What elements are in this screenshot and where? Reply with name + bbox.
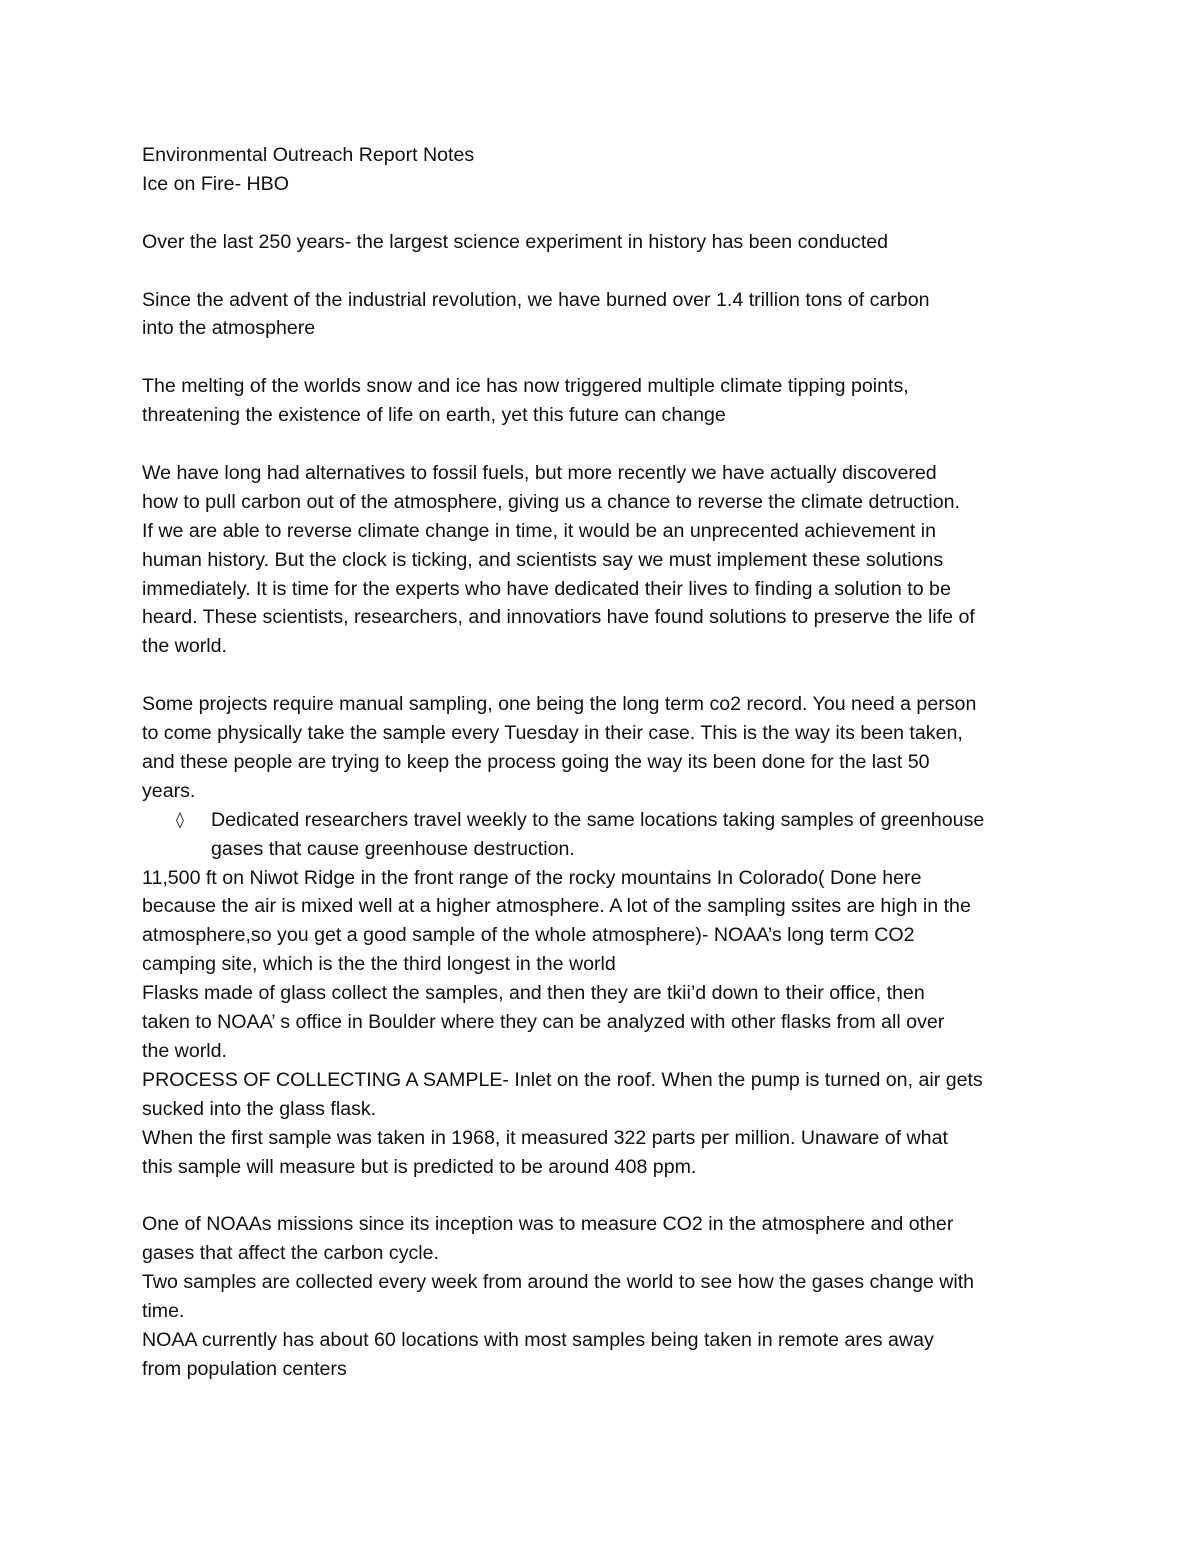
bullet-list-item bbox=[142, 806, 1067, 864]
paragraph-line: The melting of the worlds snow and ice has now triggered multiple climate tipping points, bbox=[142, 375, 909, 398]
paragraph-alternatives bbox=[142, 459, 1067, 661]
paragraph-line: threatening the existence of life on earth, yet this future can change bbox=[142, 404, 726, 427]
paragraph-manual-sampling bbox=[142, 690, 1067, 806]
document-body bbox=[142, 141, 1067, 1384]
bullet-line: Dedicated researchers travel weekly to the same locations taking samples of greenhouse bbox=[211, 808, 985, 831]
paragraph-line: how to pull carbon out of the atmosphere, giving us a chance to reverse the climate detruction. bbox=[142, 490, 960, 513]
paragraph-line: years. bbox=[142, 779, 196, 802]
paragraph-line: Flasks made of glass collect the samples, and then they are tkii’d down to their office, then bbox=[142, 982, 925, 1005]
paragraph-line: Two samples are collected every week from around the world to see how the gases change with bbox=[142, 1271, 975, 1294]
paragraph-line: gases that affect the carbon cycle. bbox=[142, 1242, 439, 1265]
paragraph-line: sucked into the glass flask. bbox=[142, 1097, 377, 1120]
diamond-bullet-icon: ◊ bbox=[176, 809, 184, 829]
paragraph-line: PROCESS OF COLLECTING A SAMPLE- Inlet on the roof. When the pump is turned on, air gets bbox=[142, 1068, 983, 1091]
paragraph-line: Over the last 250 years- the largest science experiment in history has been conducted bbox=[142, 230, 889, 253]
paragraph-line: and these people are trying to keep the process going the way its been done for the last 50 bbox=[142, 750, 930, 773]
paragraph-experiment bbox=[142, 228, 1067, 257]
paragraph-line: from population centers bbox=[142, 1357, 347, 1380]
paragraph-line: NOAA currently has about 60 locations with most samples being taken in remote ares away bbox=[142, 1329, 934, 1352]
paragraph-line: We have long had alternatives to fossil fuels, but more recently we have actually discovered bbox=[142, 461, 937, 484]
paragraph-line: time. bbox=[142, 1300, 185, 1323]
paragraph-industrial-revolution bbox=[142, 286, 1067, 344]
paragraph-line: because the air is mixed well at a higher atmosphere. A lot of the sampling ssites are high in the bbox=[142, 895, 971, 918]
paragraph-line: the world. bbox=[142, 635, 227, 658]
paragraph-line: heard. These scientists, researchers, and innovatiors have found solutions to preserve the life of bbox=[142, 606, 975, 629]
paragraph-noaa-missions bbox=[142, 1210, 1067, 1383]
paragraph-line: Since the advent of the industrial revolution, we have burned over 1.4 trillion tons of carbon bbox=[142, 288, 930, 311]
paragraph-line: If we are able to reverse climate change in time, it would be an unprecented achievement in bbox=[142, 519, 936, 542]
paragraph-line: When the first sample was taken in 1968, it measured 322 parts per million. Unaware of what bbox=[142, 1126, 948, 1149]
paragraph-line: this sample will measure but is predicted to be around 408 ppm. bbox=[142, 1155, 697, 1178]
paragraph-line: to come physically take the sample every Tuesday in their case. This is the way its been taken, bbox=[142, 722, 963, 745]
paragraph-line: One of NOAAs missions since its inception was to measure CO2 in the atmosphere and other bbox=[142, 1213, 954, 1236]
document-header bbox=[142, 141, 1067, 199]
paragraph-line: the world. bbox=[142, 1040, 227, 1063]
paragraph-line: taken to NOAA’ s office in Boulder where they can be analyzed with other flasks from all over bbox=[142, 1011, 945, 1034]
paragraph-line: into the atmosphere bbox=[142, 317, 316, 340]
document-title: Environmental Outreach Report Notes bbox=[142, 144, 475, 166]
document-subtitle: Ice on Fire- HBO bbox=[142, 172, 289, 195]
paragraph-line: atmosphere,so you get a good sample of the whole atmosphere)- NOAA’s long term CO2 bbox=[142, 924, 915, 947]
blank-line bbox=[142, 199, 1067, 228]
bullet-line: gases that cause greenhouse destruction. bbox=[211, 837, 575, 860]
paragraph-tipping-points bbox=[142, 372, 1067, 430]
paragraph-line: immediately. It is time for the experts who have dedicated their lives to finding a solution to be bbox=[142, 577, 951, 600]
paragraph-line: camping site, which is the the third longest in the world bbox=[142, 953, 616, 976]
paragraph-line: 11,500 ft on Niwot Ridge in the front range of the rocky mountains In Colorado( Done here bbox=[142, 866, 922, 889]
paragraph-niwot-ridge bbox=[142, 864, 1067, 1182]
paragraph-line: human history. But the clock is ticking, and scientists say we must implement these solutions bbox=[142, 548, 944, 571]
paragraph-line: Some projects require manual sampling, one being the long term co2 record. You need a person bbox=[142, 693, 977, 716]
